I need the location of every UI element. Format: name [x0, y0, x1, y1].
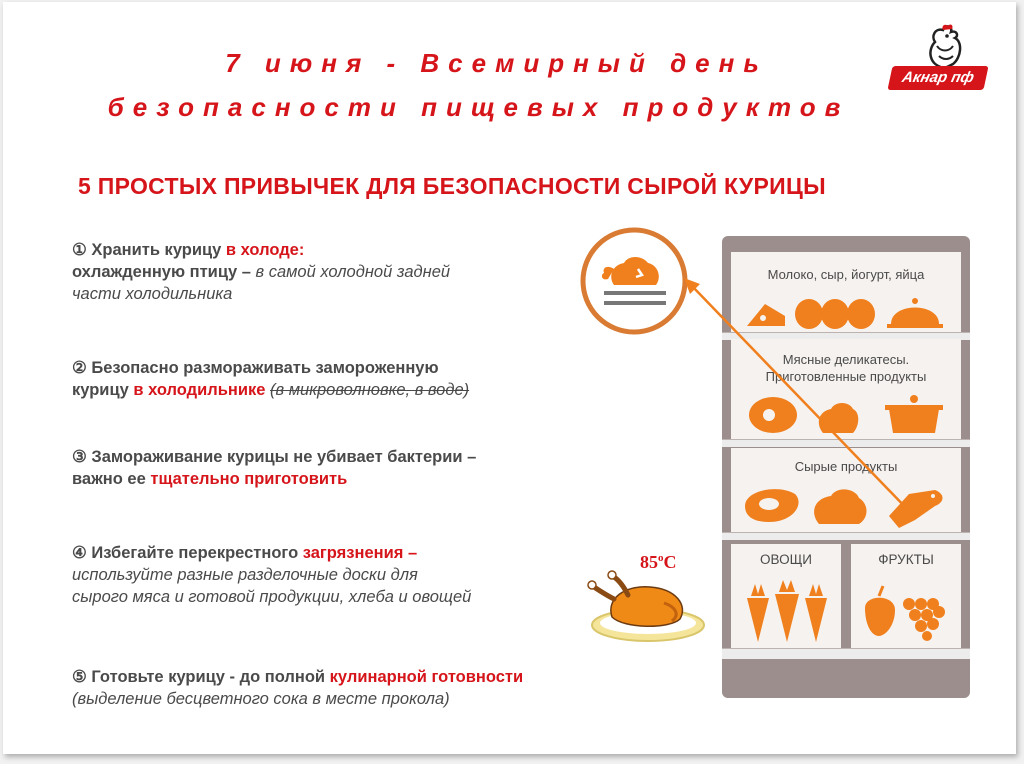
- habit-1-line2-italic: в самой холодной задней: [255, 263, 451, 281]
- roasted-chicken-icon: [584, 565, 710, 645]
- fridge-shelf-edge-3: [722, 532, 970, 540]
- habit-3-line2-bold: важно ее: [72, 470, 151, 488]
- habit-4-highlight: загрязнения –: [302, 544, 418, 562]
- habit-1: [72, 239, 450, 305]
- habit-5-highlight: кулинарной готовности: [329, 668, 524, 686]
- habit-5-line1-bold: ⑤ Готовьте курицу - до полной: [72, 668, 330, 686]
- fridge-bottom-edge: [722, 648, 970, 659]
- shelf-dairy-label: Молоко, сыр, йогурт, яйца: [767, 267, 925, 282]
- habit-4-line3: сырого мяса и готовой продукции, хлеба и овощей: [72, 588, 472, 606]
- habit-1-line2-bold: охлажденную птицу –: [72, 263, 256, 281]
- habit-2-highlight: в холодильнике: [133, 381, 266, 399]
- shelf-raw-label: Сырые продукты: [794, 459, 898, 474]
- logo-text: Акнар пф: [887, 66, 988, 90]
- title-line-1: 7 июня - Всемирный день: [225, 48, 768, 78]
- title-line-2: безопасности пищевых продуктов: [107, 92, 850, 122]
- habit-1-highlight: в холоде:: [225, 241, 305, 259]
- habit-1-line3: части холодильника: [72, 285, 233, 303]
- habit-2-strikethrough: (в микроволновке, в воде): [270, 381, 470, 399]
- temperature-degree: o: [658, 552, 664, 564]
- habit-3-line1: ③ Замораживание курицы не убивает бактерии –: [72, 448, 477, 466]
- habit-1-lead: ① Хранить курицу: [72, 241, 226, 259]
- fruits-icon: [857, 582, 957, 642]
- carrots-icon: [739, 580, 835, 644]
- habit-4-line2: используйте разные разделочные доски для: [72, 566, 418, 584]
- habit-2: [72, 357, 469, 401]
- rooster-logo-icon: [915, 22, 975, 72]
- temperature-label: [640, 552, 677, 573]
- fridge-bin-fruits: [851, 544, 961, 648]
- habit-3-highlight: тщательно приготовить: [150, 470, 348, 488]
- habit-4-line1-bold: ④ Избегайте перекрестного: [72, 544, 303, 562]
- bin-vegetables-label: ОВОЩИ: [760, 552, 812, 567]
- habit-4: [72, 542, 471, 608]
- habit-5-line2: (выделение бесцветного сока в месте прокола): [72, 690, 450, 708]
- habit-3: [72, 446, 476, 490]
- shelf-deli-label-2: Приготовленные продукты: [765, 369, 927, 384]
- temperature-value: 85: [640, 552, 658, 572]
- habit-2-line2-bold: курицу: [72, 381, 134, 399]
- temperature-unit: С: [663, 552, 677, 572]
- habit-2-line1: ② Безопасно размораживать замороженную: [72, 359, 439, 377]
- shelf-deli-label-1: Мясные деликатесы.: [782, 352, 910, 367]
- habit-5: [72, 666, 523, 710]
- pointer-arrow-icon: [660, 270, 920, 520]
- subtitle: 5 ПРОСТЫХ ПРИВЫЧЕК ДЛЯ БЕЗОПАСНОСТИ СЫРОЙ КУРИЦЫ: [78, 173, 826, 199]
- bin-fruits-label: ФРУКТЫ: [878, 552, 934, 567]
- fridge-bin-vegetables: [731, 544, 841, 648]
